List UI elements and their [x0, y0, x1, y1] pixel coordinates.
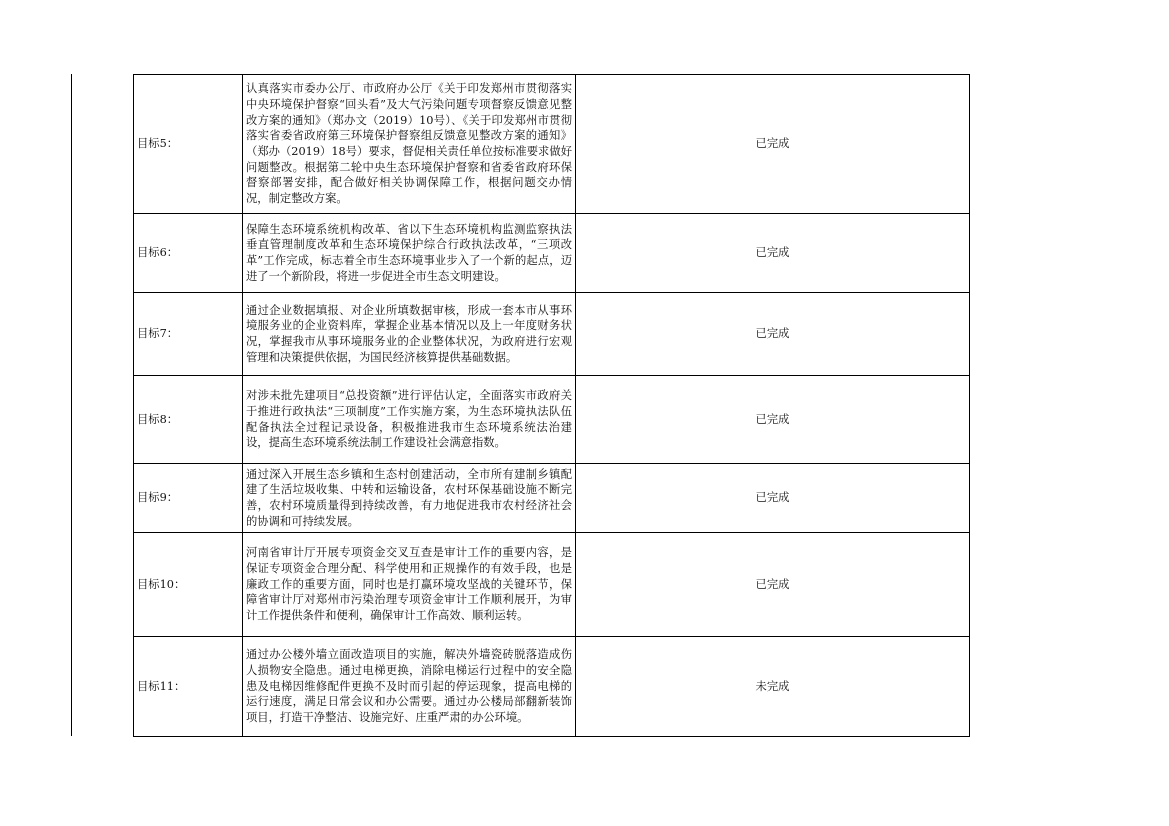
goal-label: 目标6：: [134, 214, 243, 293]
table-row: [134, 214, 970, 293]
goal-description: 河南省审计厅开展专项资金交叉互查是审计工作的重要内容，是保证专项资金合理分配、科学使用和正规操作的有效手段，也是廉政工作的重要方面，同时也是打赢环境攻坚战的关键环节，保障省审计厅对郑州市污染治理专项资金审计工作顺利展开，为审计工作提供条件和便利，确保审计工作高效、顺利运转。: [243, 533, 576, 637]
goal-label: 目标10：: [134, 533, 243, 637]
goal-status: 未完成: [576, 637, 970, 737]
goal-label: 目标7：: [134, 293, 243, 376]
goal-description: 保障生态环境系统机构改革、省以下生态环境机构监测监察执法垂直管理制度改革和生态环境保护综合行政执法改革，“三项改革”工作完成，标志着全市生态环境事业步入了一个新的起点，迈进了一个新阶段，将进一步促进全市生态文明建设。: [243, 214, 576, 293]
goal-description: 通过办公楼外墙立面改造项目的实施，解决外墙瓷砖脱落造成伤人损物安全隐患。通过电梯更换，消除电梯运行过程中的安全隐患及电梯因维修配件更换不及时而引起的停运现象，提高电梯的运行速度，满足日常会议和办公需要。通过办公楼局部翻新装饰项目，打造干净整洁、设施完好、庄重严肃的办公环境。: [243, 637, 576, 737]
table-row: [134, 75, 970, 214]
table-row: [134, 376, 970, 464]
goal-label: 目标5：: [134, 75, 243, 214]
goal-label: 目标9：: [134, 464, 243, 533]
goal-status: 已完成: [576, 214, 970, 293]
table-row: [134, 464, 970, 533]
goal-status: 已完成: [576, 293, 970, 376]
goal-description: 通过企业数据填报、对企业所填数据审核，形成一套本市从事环境服务业的企业资料库，掌握企业基本情况以及上一年度财务状况，掌握我市从事环境服务业的企业整体状况，为政府进行宏观管理和决策提供依据，为国民经济核算提供基础数据。: [243, 293, 576, 376]
goal-description: 通过深入开展生态乡镇和生态村创建活动，全市所有建制乡镇配建了生活垃圾收集、中转和运输设备，农村环保基础设施不断完善，农村环境质量得到持续改善，有力地促进我市农村经济社会的协调和可持续发展。: [243, 464, 576, 533]
table-row: [134, 637, 970, 737]
goal-label: 目标8：: [134, 376, 243, 464]
page-left-border-line: [71, 74, 72, 736]
goal-description: 对涉未批先建项目“总投资额”进行评估认定，全面落实市政府关于推进行政执法“三项制度”工作实施方案，为生态环境执法队伍配备执法全过程记录设备，积极推进我市生态环境系统法治建设，提高生态环境系统法制工作建设社会满意指数。: [243, 376, 576, 464]
table-row: [134, 533, 970, 637]
table-row: [134, 293, 970, 376]
goal-status: 已完成: [576, 376, 970, 464]
goal-status: 已完成: [576, 75, 970, 214]
goal-status: 已完成: [576, 533, 970, 637]
goal-description: 认真落实市委办公厅、市政府办公厅《关于印发郑州市贯彻落实中央环境保护督察“回头看”及大气污染问题专项督察反馈意见整改方案的通知》（郑办文（2019）10号）、《关于印发郑州市贯彻落实省委省政府第三环境保护督察组反馈意见整改方案的通知》（郑办（2019）18号）要求，督促相关责任单位按标准要求做好问题整改。根据第二轮中央生态环境保护督察和省委省政府环保督察部署安排，配合做好相关协调保障工作，根据问题交办情况，制定整改方案。: [243, 75, 576, 214]
goal-status: 已完成: [576, 464, 970, 533]
goal-label: 目标11：: [134, 637, 243, 737]
performance-goals-table: [133, 74, 970, 737]
